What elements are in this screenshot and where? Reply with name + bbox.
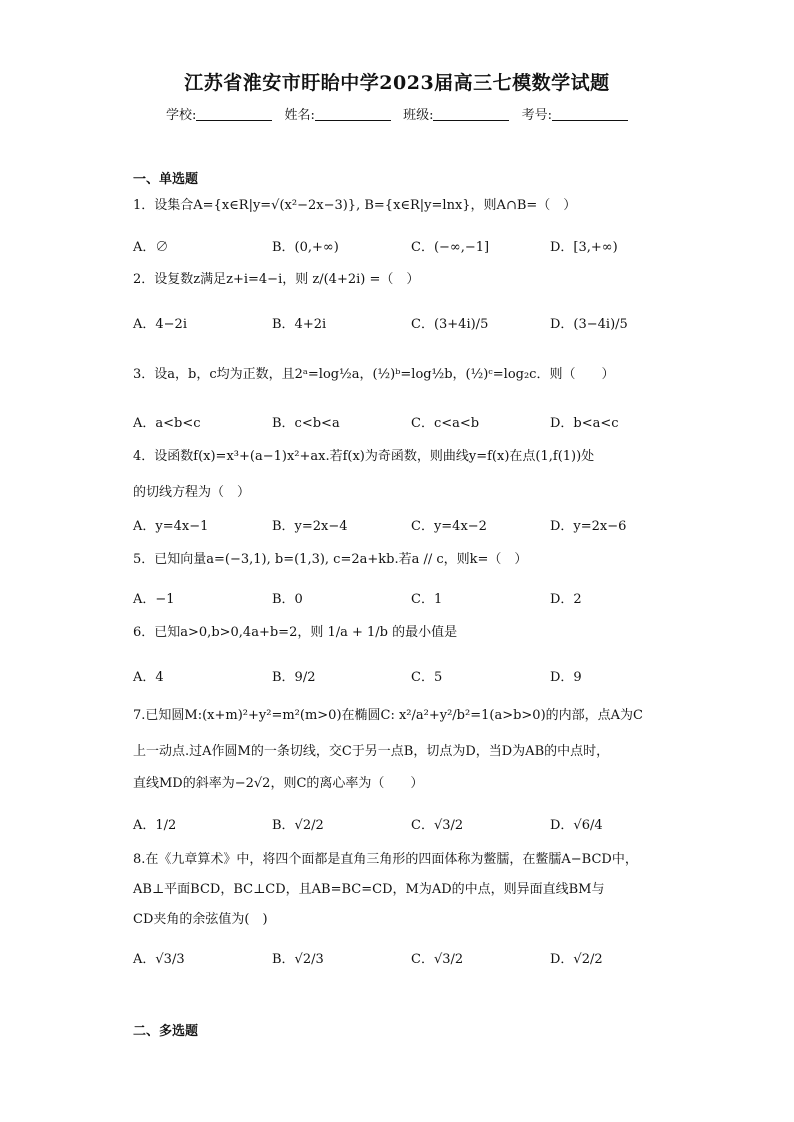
q5-option-c[interactable]: C．1 — [411, 592, 443, 607]
q8-option-b[interactable]: B．√2/3 — [272, 952, 324, 967]
q3-option-c[interactable]: C．c<a<b — [411, 416, 480, 431]
q7-option-c[interactable]: C．√3/2 — [411, 818, 464, 833]
class-blank[interactable] — [433, 120, 509, 121]
section-multi-choice: 二、多选题 — [133, 1024, 199, 1039]
q3-option-b[interactable]: B．c<b<a — [272, 416, 340, 431]
student-info-row — [0, 104, 794, 123]
question-8-stem-line2: AB⊥平面BCD，BC⊥CD，且AB=BC=CD，M为AD的中点，则异面直线BM与 — [133, 882, 605, 897]
q7-option-b[interactable]: B．√2/2 — [272, 818, 324, 833]
question-6-stem: 6．已知a>0,b>0,4a+b=2，则 1/a + 1/b 的最小值是 — [133, 625, 458, 640]
q1-option-a[interactable]: A．∅ — [133, 240, 169, 255]
q2-option-d[interactable]: D．(3−4i)/5 — [550, 317, 628, 332]
q1-option-c[interactable]: C．(−∞,−1] — [411, 240, 490, 255]
q1-option-b[interactable]: B．(0,+∞) — [272, 240, 339, 255]
school-blank[interactable] — [196, 120, 272, 121]
q1-option-d[interactable]: D．[3,+∞) — [550, 240, 618, 255]
section-single-choice: 一、单选题 — [133, 172, 199, 187]
question-7-stem-line3: 直线MD的斜率为−2√2，则C的离心率为（ ） — [133, 776, 424, 791]
question-2-stem: 2．设复数z满足z+i=4−i，则 z/(4+2i) =（ ） — [133, 272, 420, 287]
q7-option-a[interactable]: A．1/2 — [133, 818, 177, 833]
q8-option-d[interactable]: D．√2/2 — [550, 952, 603, 967]
question-8-stem-line3: CD夹角的余弦值为( ) — [133, 912, 268, 927]
question-5-stem: 5．已知向量a=(−3,1), b=(1,3), c=2a+kb.若a // c，则k=（ ） — [133, 552, 528, 567]
question-4-stem: 4．设函数f(x)=x³+(a−1)x²+ax.若f(x)为奇函数，则曲线y=f(x)在点(1,f(1))处 — [133, 449, 595, 464]
q3-option-d[interactable]: D．b<a<c — [550, 416, 619, 431]
question-7-stem-line2: 上一动点.过A作圆M的一条切线，交C于另一点B，切点为D，当D为AB的中点时， — [133, 744, 610, 759]
q4-option-a[interactable]: A．y=4x−1 — [133, 519, 209, 534]
q2-option-c[interactable]: C．(3+4i)/5 — [411, 317, 489, 332]
q3-option-a[interactable]: A．a<b<c — [133, 416, 201, 431]
q7-option-d[interactable]: D．√6/4 — [550, 818, 603, 833]
q5-option-d[interactable]: D．2 — [550, 592, 582, 607]
q4-option-b[interactable]: B．y=2x−4 — [272, 519, 348, 534]
school-label: 学校: — [166, 108, 197, 123]
q6-option-c[interactable]: C．5 — [411, 670, 443, 685]
question-1-stem: 1．设集合A={x∈R|y=√(x²−2x−3)}, B={x∈R|y=lnx}，则A∩B=（ ） — [133, 198, 577, 213]
q8-option-a[interactable]: A．√3/3 — [133, 952, 185, 967]
q2-option-b[interactable]: B．4+2i — [272, 317, 327, 332]
number-label: 考号: — [521, 108, 552, 123]
name-blank[interactable] — [315, 120, 391, 121]
q5-option-a[interactable]: A．−1 — [133, 592, 175, 607]
q6-option-a[interactable]: A．4 — [133, 670, 164, 685]
name-label: 姓名: — [284, 108, 315, 123]
class-label: 班级: — [403, 108, 434, 123]
q5-option-b[interactable]: B．0 — [272, 592, 303, 607]
q4-option-d[interactable]: D．y=2x−6 — [550, 519, 627, 534]
q4-option-c[interactable]: C．y=4x−2 — [411, 519, 487, 534]
question-3-stem: 3．设a，b，c均为正数，且2ᵃ=log½a，(½)ᵇ=log½b，(½)ᶜ=log₂c．则（ ） — [133, 367, 615, 382]
q6-option-d[interactable]: D．9 — [550, 670, 582, 685]
number-blank[interactable] — [552, 120, 628, 121]
page-title: 江苏省淮安市盱眙中学2023届高三七模数学试题 — [184, 72, 610, 94]
question-7-stem: 7.已知圆M:(x+m)²+y²=m²(m>0)在椭圆C: x²/a²+y²/b²=1(a>b>0)的内部，点A为C — [133, 708, 643, 723]
q8-option-c[interactable]: C．√3/2 — [411, 952, 464, 967]
q6-option-b[interactable]: B．9/2 — [272, 670, 316, 685]
question-4-stem-line2: 的切线方程为（ ） — [133, 485, 251, 500]
question-8-stem: 8.在《九章算术》中，将四个面都是直角三角形的四面体称为鳖臑，在鳖臑A−BCD中， — [133, 852, 638, 867]
q2-option-a[interactable]: A．4−2i — [133, 317, 187, 332]
